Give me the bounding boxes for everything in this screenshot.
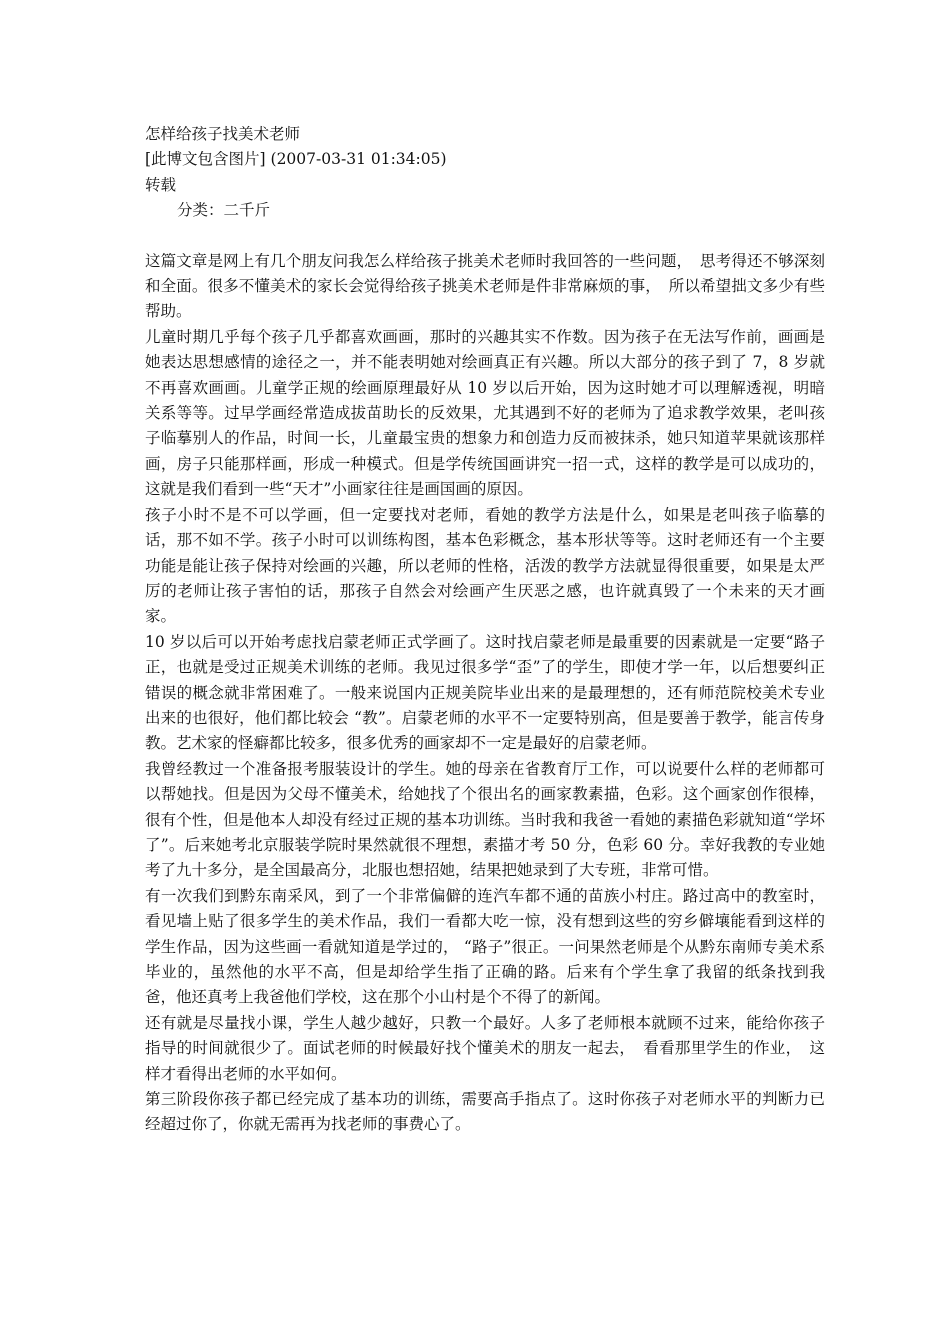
paragraph-student-story: 我曾经教过一个准备报考服装设计的学生。她的母亲在省教育厅工作，可以说要什么样的老师都可以帮她找。但是因为父母不懂美术，给她找了个很出名的画家教素描，色彩。这个画家创作很棒，很有个性，但是他本人却没有经过正规的基本功训练。当时我和我爸一看她的素描色彩就知道“学坏了”。后来她考北京服装学院时果然就很不理想，素描才考 50 分，色彩 60 分。幸好我教的专业她考了九十多分，是全国最高分，北服也想招她，结果把她录到了大专班，非常可惜。 <box>145 759 825 880</box>
category-label: 分类：二千斤 <box>177 201 271 220</box>
paragraph-age-ten: 10 岁以后可以开始考虑找启蒙老师正式学画了。这时找启蒙老师是最重要的因素就是一定要“路子正，也就是受过正规美术训练的老师。我见过很多学“歪”了的学生，即使才学一年，以后想要纠正错误的概念就非常困难了。一般来说国内正规美院毕业出来的是最理想的，还有师范院校美术专业出来的也很好，他们都比较会 “教”。启蒙老师的水平不一定要特别高，但是要善于教学，能言传身教。艺术家的怪癖都比较多，很多优秀的画家却不一定是最好的启蒙老师。 <box>145 632 825 753</box>
paragraph-find-teacher: 孩子小时不是不可以学画，但一定要找对老师，看她的教学方法是什么，如果是老叫孩子临摹的话，那不如不学。孩子小时可以训练构图，基本色彩概念，基本形状等等。这时老师还有一个主要功能是能让孩子保持对绘画的兴趣，所以老师的性格，活泼的教学方法就显得很重要，如果是太严厉的老师让孩子害怕的话，那孩子自然会对绘画产生厌恶之感，也许就真毁了一个未来的天才画家。 <box>145 505 825 626</box>
blank-line <box>145 224 825 249</box>
article-title: 怎样给孩子找美术老师 <box>145 125 301 143</box>
repost-label: 转载 <box>145 175 177 194</box>
paragraph-third-stage: 第三阶段你孩子都已经完成了基本功的训练，需要高手指点了。这时你孩子对老师水平的判断力已经超过你了，你就无需再为找老师的事费心了。 <box>145 1090 825 1134</box>
paragraph-intro: 这篇文章是网上有几个朋友问我怎么样给孩子挑美术老师时我回答的一些问题， 思考得还不够深刻和全面。很多不懂美术的家长会觉得给孩子挑美术老师是件非常麻烦的事， 所以希望拙文多少有些帮助。 <box>145 251 825 321</box>
paragraph-small-class: 还有就是尽量找小课，学生人越少越好，只教一个最好。人多了老师根本就顾不过来，能给你孩子指导的时间就很少了。面试老师的时候最好找个懂美术的朋友一起去， 看看那里学生的作业， 这样才看得出老师的水平如何。 <box>145 1013 825 1083</box>
post-meta: [此博文包含图片] (2007-03-31 01:34:05) <box>145 150 447 169</box>
paragraph-village-story: 有一次我们到黔东南采风，到了一个非常偏僻的连汽车都不通的苗族小村庄。路过高中的教室时，看见墙上贴了很多学生的美术作品，我们一看都大吃一惊，没有想到这些的穷乡僻壤能看到这样的学生作品，因为这些画一看就知道是学过的， “路子”很正。一问果然老师是个从黔东南师专美术系毕业的，虽然他的水平不高，但是却给学生指了正确的路。后来有个学生拿了我留的纸条找到我爸，他还真考上我爸他们学校，这在那个小山村是个不得了的新闻。 <box>145 886 825 1007</box>
paragraph-childhood: 儿童时期几乎每个孩子几乎都喜欢画画，那时的兴趣其实不作数。因为孩子在无法写作前，画画是她表达思想感情的途径之一，并不能表明她对绘画真正有兴趣。所以大部分的孩子到了 7，8 岁就不再喜欢画画。儿童学正规的绘画原理最好从 10 岁以后开始，因为这时她才可以理解透视，明暗关系等等。过早学画经常造成拔苗助长的反效果，尤其遇到不好的老师为了追求教学效果，老叫孩子临摹别人的作品，时间一长，儿童最宝贵的想象力和创造力反而被抹杀，她只知道苹果就该那样画，房子只能那样画，形成一种模式。但是学传统国画讲究一招一式，这样的教学是可以成功的，这就是我们看到一些“天才”小画家往往是画国画的原因。 <box>145 327 825 499</box>
document-page <box>145 122 825 1138</box>
